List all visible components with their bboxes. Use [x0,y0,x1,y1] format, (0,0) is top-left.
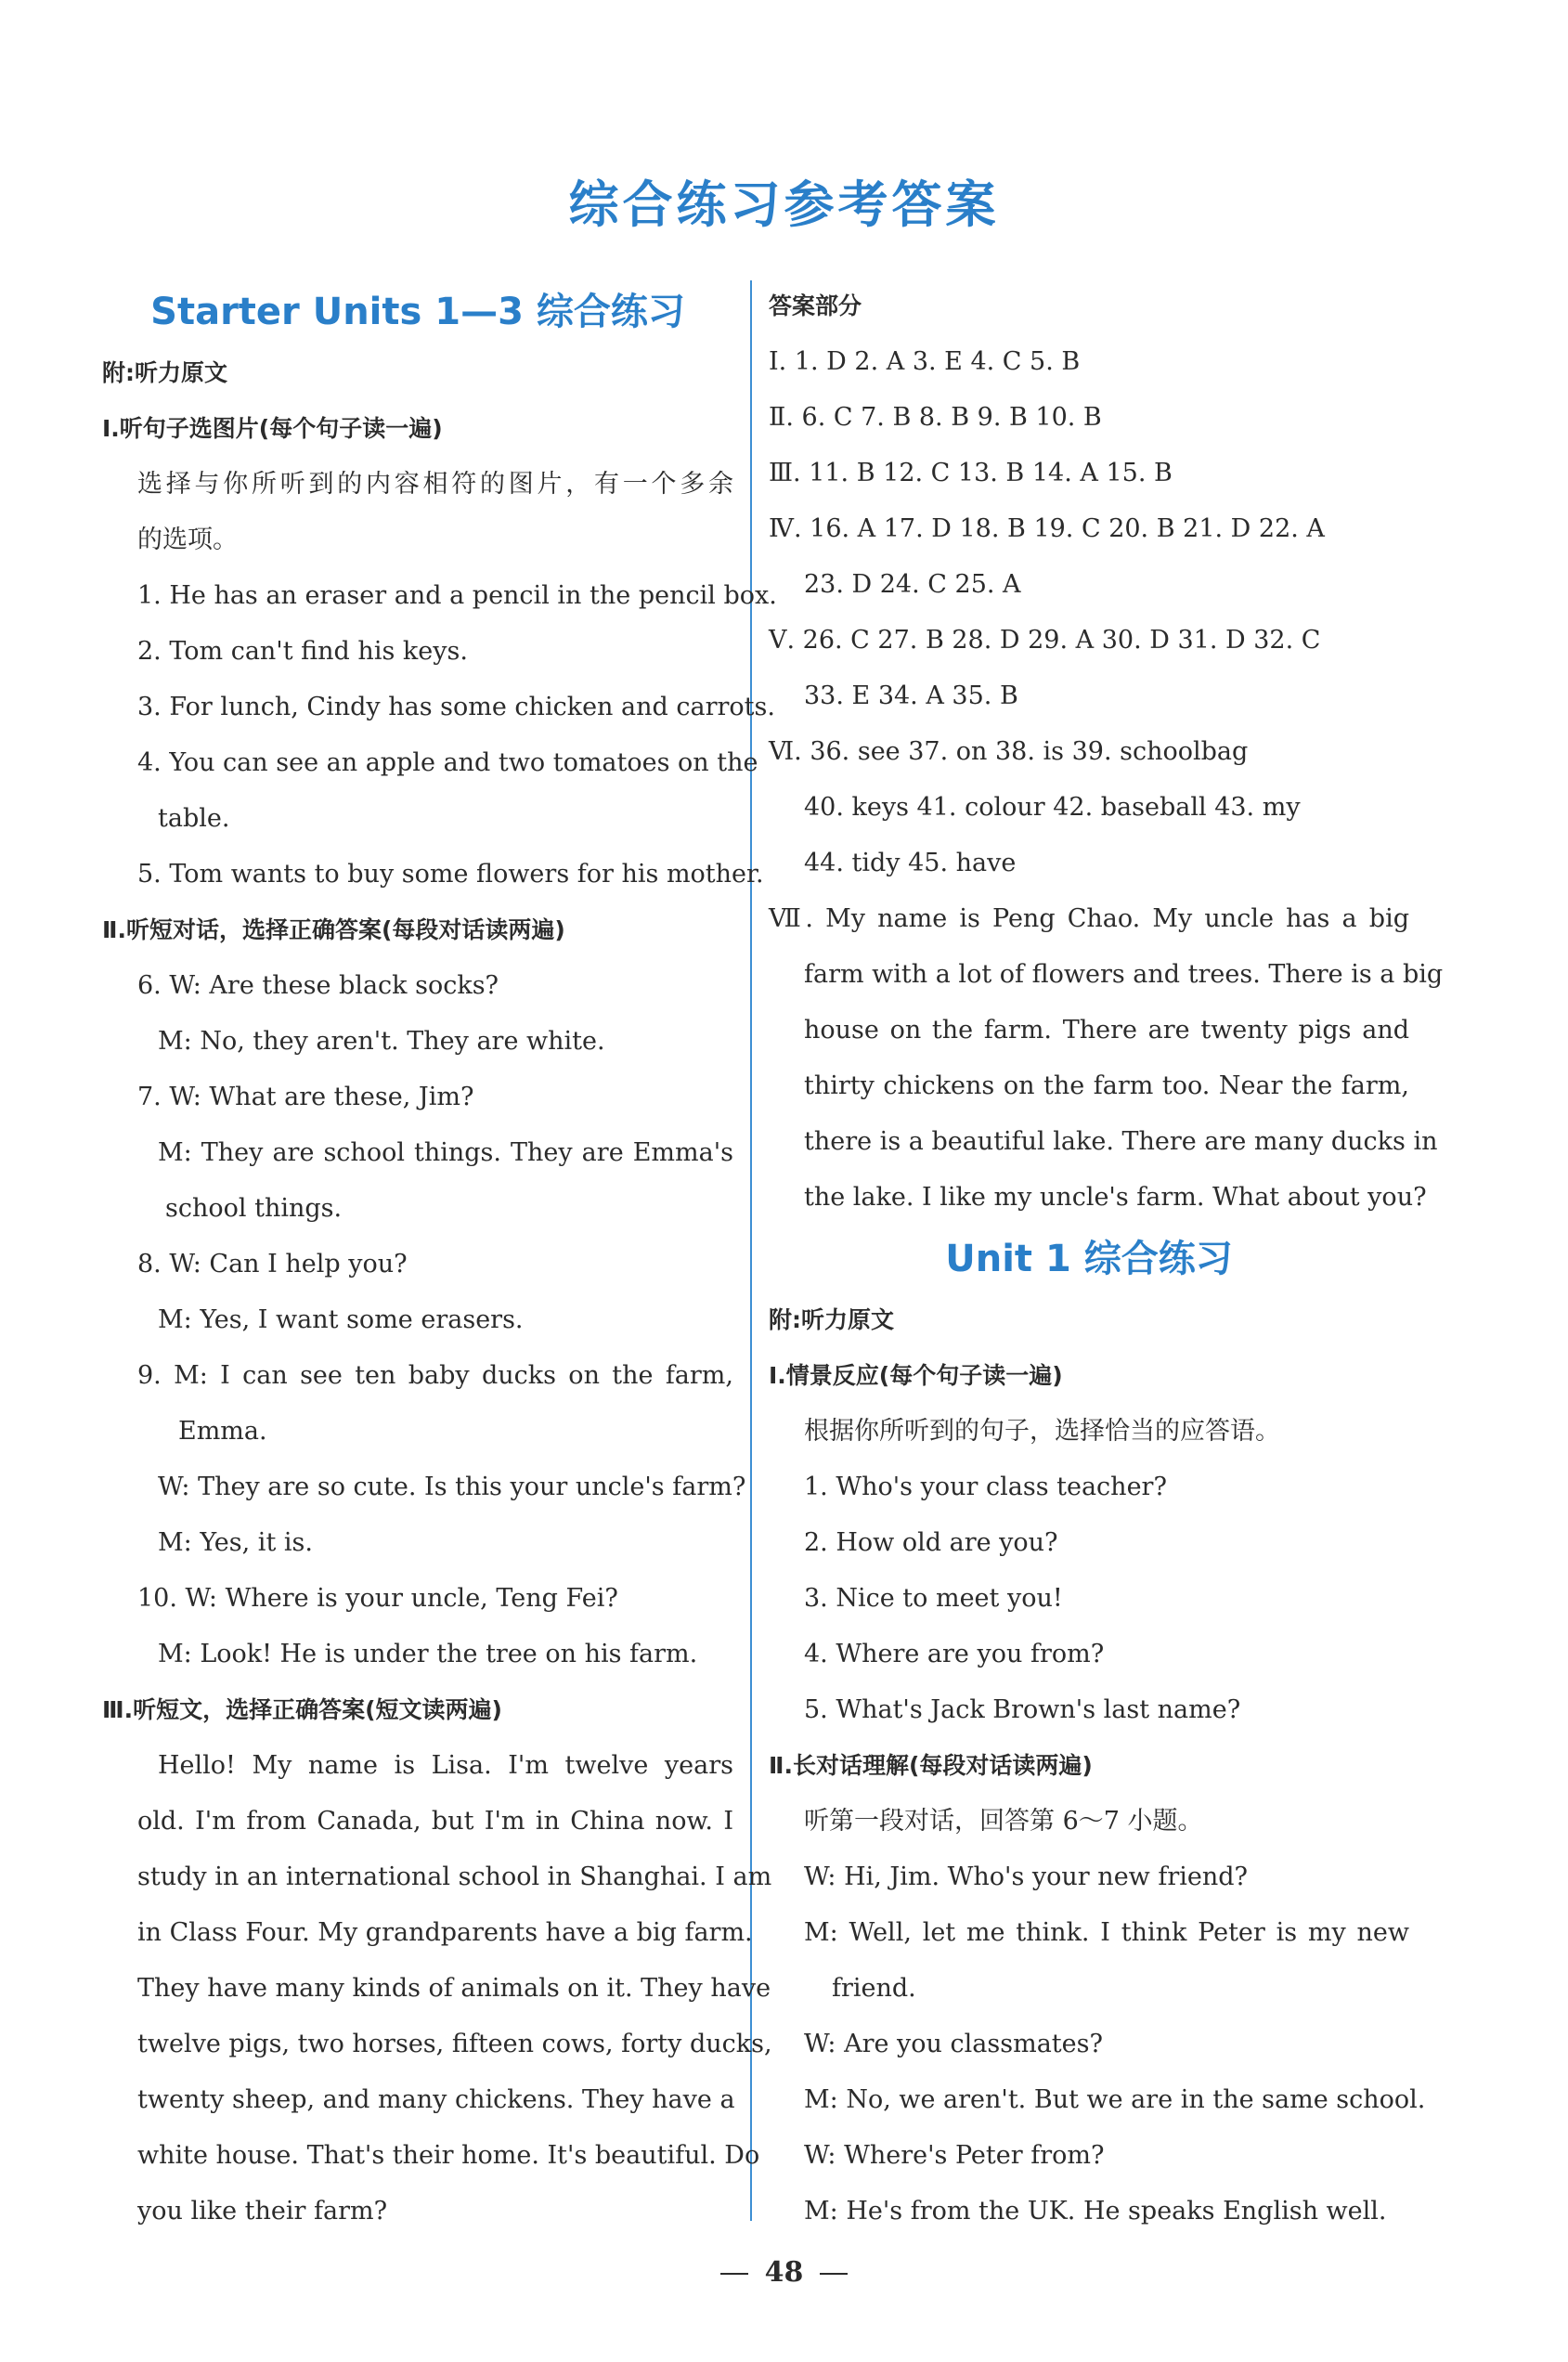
text-line: M: No, we aren't. But we are in the same school. [804,2085,1426,2114]
text-line: 23. D 24. C 25. A [804,570,1021,599]
text-line: 3. Nice to meet you! [804,1584,1063,1613]
text-line: 8. W: Can I help you? [137,1250,408,1278]
text-line: 7. W: What are these, Jim? [137,1083,474,1111]
page-number-dash-right [820,2273,848,2275]
text-line: 4. You can see an apple and two tomatoes on the [137,748,758,777]
text-line: 6. W: Are these black socks? [137,971,499,1000]
text-line: 2. How old are you? [804,1528,1058,1557]
text-line: 1. Who's your class teacher? [804,1473,1167,1501]
text-line: They have many kinds of animals on it. They have [137,1974,771,2003]
right-column [769,279,1444,2239]
text-line: thirty chickens on the farm too. Near the farm, [804,1071,1409,1100]
text-line: Emma. [178,1417,267,1446]
text-line: table. [158,804,230,833]
text-line: Ⅳ. 16. A 17. D 18. B 19. C 20. B 21. D 22. A [769,514,1325,543]
text-line: in Class Four. My grandparents have a big farm. [137,1918,753,1947]
text-line: M: Well, let me think. I think Peter is my new [804,1918,1409,1947]
text-line: farm with a lot of flowers and trees. There is a big [804,960,1444,989]
text-line: 10. W: Where is your uncle, Teng Fei? [137,1584,618,1613]
text-line: Ⅲ.听短文，选择正确答案(短文读两遍) [102,1696,502,1723]
text-line: W: Hi, Jim. Who's your new friend? [804,1862,1249,1891]
text-line: Ⅰ. 1. D 2. A 3. E 4. C 5. B [769,347,1081,376]
left-column [102,279,777,2239]
text-line: 的选项。 [137,526,238,554]
text-line: white house. That's their home. It's beautiful. Do [137,2141,760,2170]
text-line: M: They are school things. They are Emma's [158,1138,733,1167]
text-line: the lake. I like my uncle's farm. What about you? [804,1183,1427,1212]
text-line: 答案部分 [769,292,862,319]
text-line: friend. [832,1974,916,2003]
text-line: M: No, they aren't. They are white. [158,1027,605,1056]
page-number [0,2256,1568,2289]
text-line: you like their farm? [137,2197,388,2226]
text-line: twenty sheep, and many chickens. They have a [137,2085,735,2114]
text-line: 附:听力原文 [769,1306,894,1333]
text-line: school things. [165,1194,343,1223]
text-line: M: Look! He is under the tree on his farm. [158,1640,698,1668]
text-line: M: Yes, I want some erasers. [158,1305,524,1334]
text-line: 9. M: I can see ten baby ducks on the farm, [137,1361,733,1390]
text-line: twelve pigs, two horses, fifteen cows, forty ducks, [137,2030,772,2058]
text-line: 3. For lunch, Cindy has some chicken and carrots. [137,693,775,721]
text-line: 44. tidy 45. have [804,849,1017,877]
text-line: Ⅲ. 11. B 12. C 13. B 14. A 15. B [769,459,1173,487]
text-line: Ⅱ.长对话理解(每段对话读两遍) [769,1752,1093,1779]
left-lines [102,345,777,2239]
text-line: Ⅶ. My name is Peng Chao. My uncle has a big [769,904,1409,933]
text-line: 选择与你所听到的内容相符的图片，有一个多余 [137,470,733,499]
section-heading-unit1: Unit 1 综合练习 [945,1238,1233,1280]
text-line: 5. Tom wants to buy some flowers for his mother. [137,860,764,889]
text-line: Ⅰ.听句子选图片(每个句子读一遍) [102,415,443,442]
text-line: 附:听力原文 [102,359,227,386]
answer-section [769,279,1444,1226]
text-line: 1. He has an eraser and a pencil in the pencil box. [137,581,777,610]
text-line: old. I'm from Canada, but I'm in China now. I [137,1807,733,1836]
text-line: Ⅰ.情景反应(每个句子读一遍) [769,1362,1063,1389]
text-line: Ⅱ. 6. C 7. B 8. B 9. B 10. B [769,403,1102,432]
text-line: W: Where's Peter from? [804,2141,1105,2170]
text-line: house on the farm. There are twenty pigs and [804,1016,1409,1045]
text-line: there is a beautiful lake. There are many ducks in [804,1127,1438,1156]
text-line: 40. keys 41. colour 42. baseball 43. my [804,793,1301,822]
unit1-lines [769,1292,1426,2239]
page-number-value: 48 [764,2256,804,2289]
text-line: 听第一段对话，回答第 6～7 小题。 [804,1807,1203,1836]
text-line: Hello! My name is Lisa. I'm twelve years [158,1751,733,1780]
text-line: W: They are so cute. Is this your uncle's farm? [158,1473,746,1501]
text-line: Ⅵ. 36. see 37. on 38. is 39. schoolbag [769,737,1249,766]
text-line: M: Yes, it is. [158,1528,313,1557]
text-line: Ⅴ. 26. C 27. B 28. D 29. A 30. D 31. D 32. C [769,626,1321,655]
text-line: 4. Where are you from? [804,1640,1105,1668]
text-line: M: He's from the UK. He speaks English well. [804,2197,1387,2226]
text-line: 5. What's Jack Brown's last name? [804,1695,1241,1724]
text-line: 根据你所听到的句子，选择恰当的应答语。 [804,1417,1280,1446]
page-number-dash-left [720,2273,748,2275]
text-line: W: Are you classmates? [804,2030,1103,2058]
text-line: 33. E 34. A 35. B [804,681,1018,710]
text-line: Ⅱ.听短对话，选择正确答案(每段对话读两遍) [102,916,565,943]
text-line: 2. Tom can't find his keys. [137,637,468,666]
section-heading-starter-units: Starter Units 1—3 综合练习 [150,291,685,333]
text-line: study in an international school in Shanghai. I am [137,1862,772,1891]
page-title: 综合练习参考答案 [568,175,1000,234]
